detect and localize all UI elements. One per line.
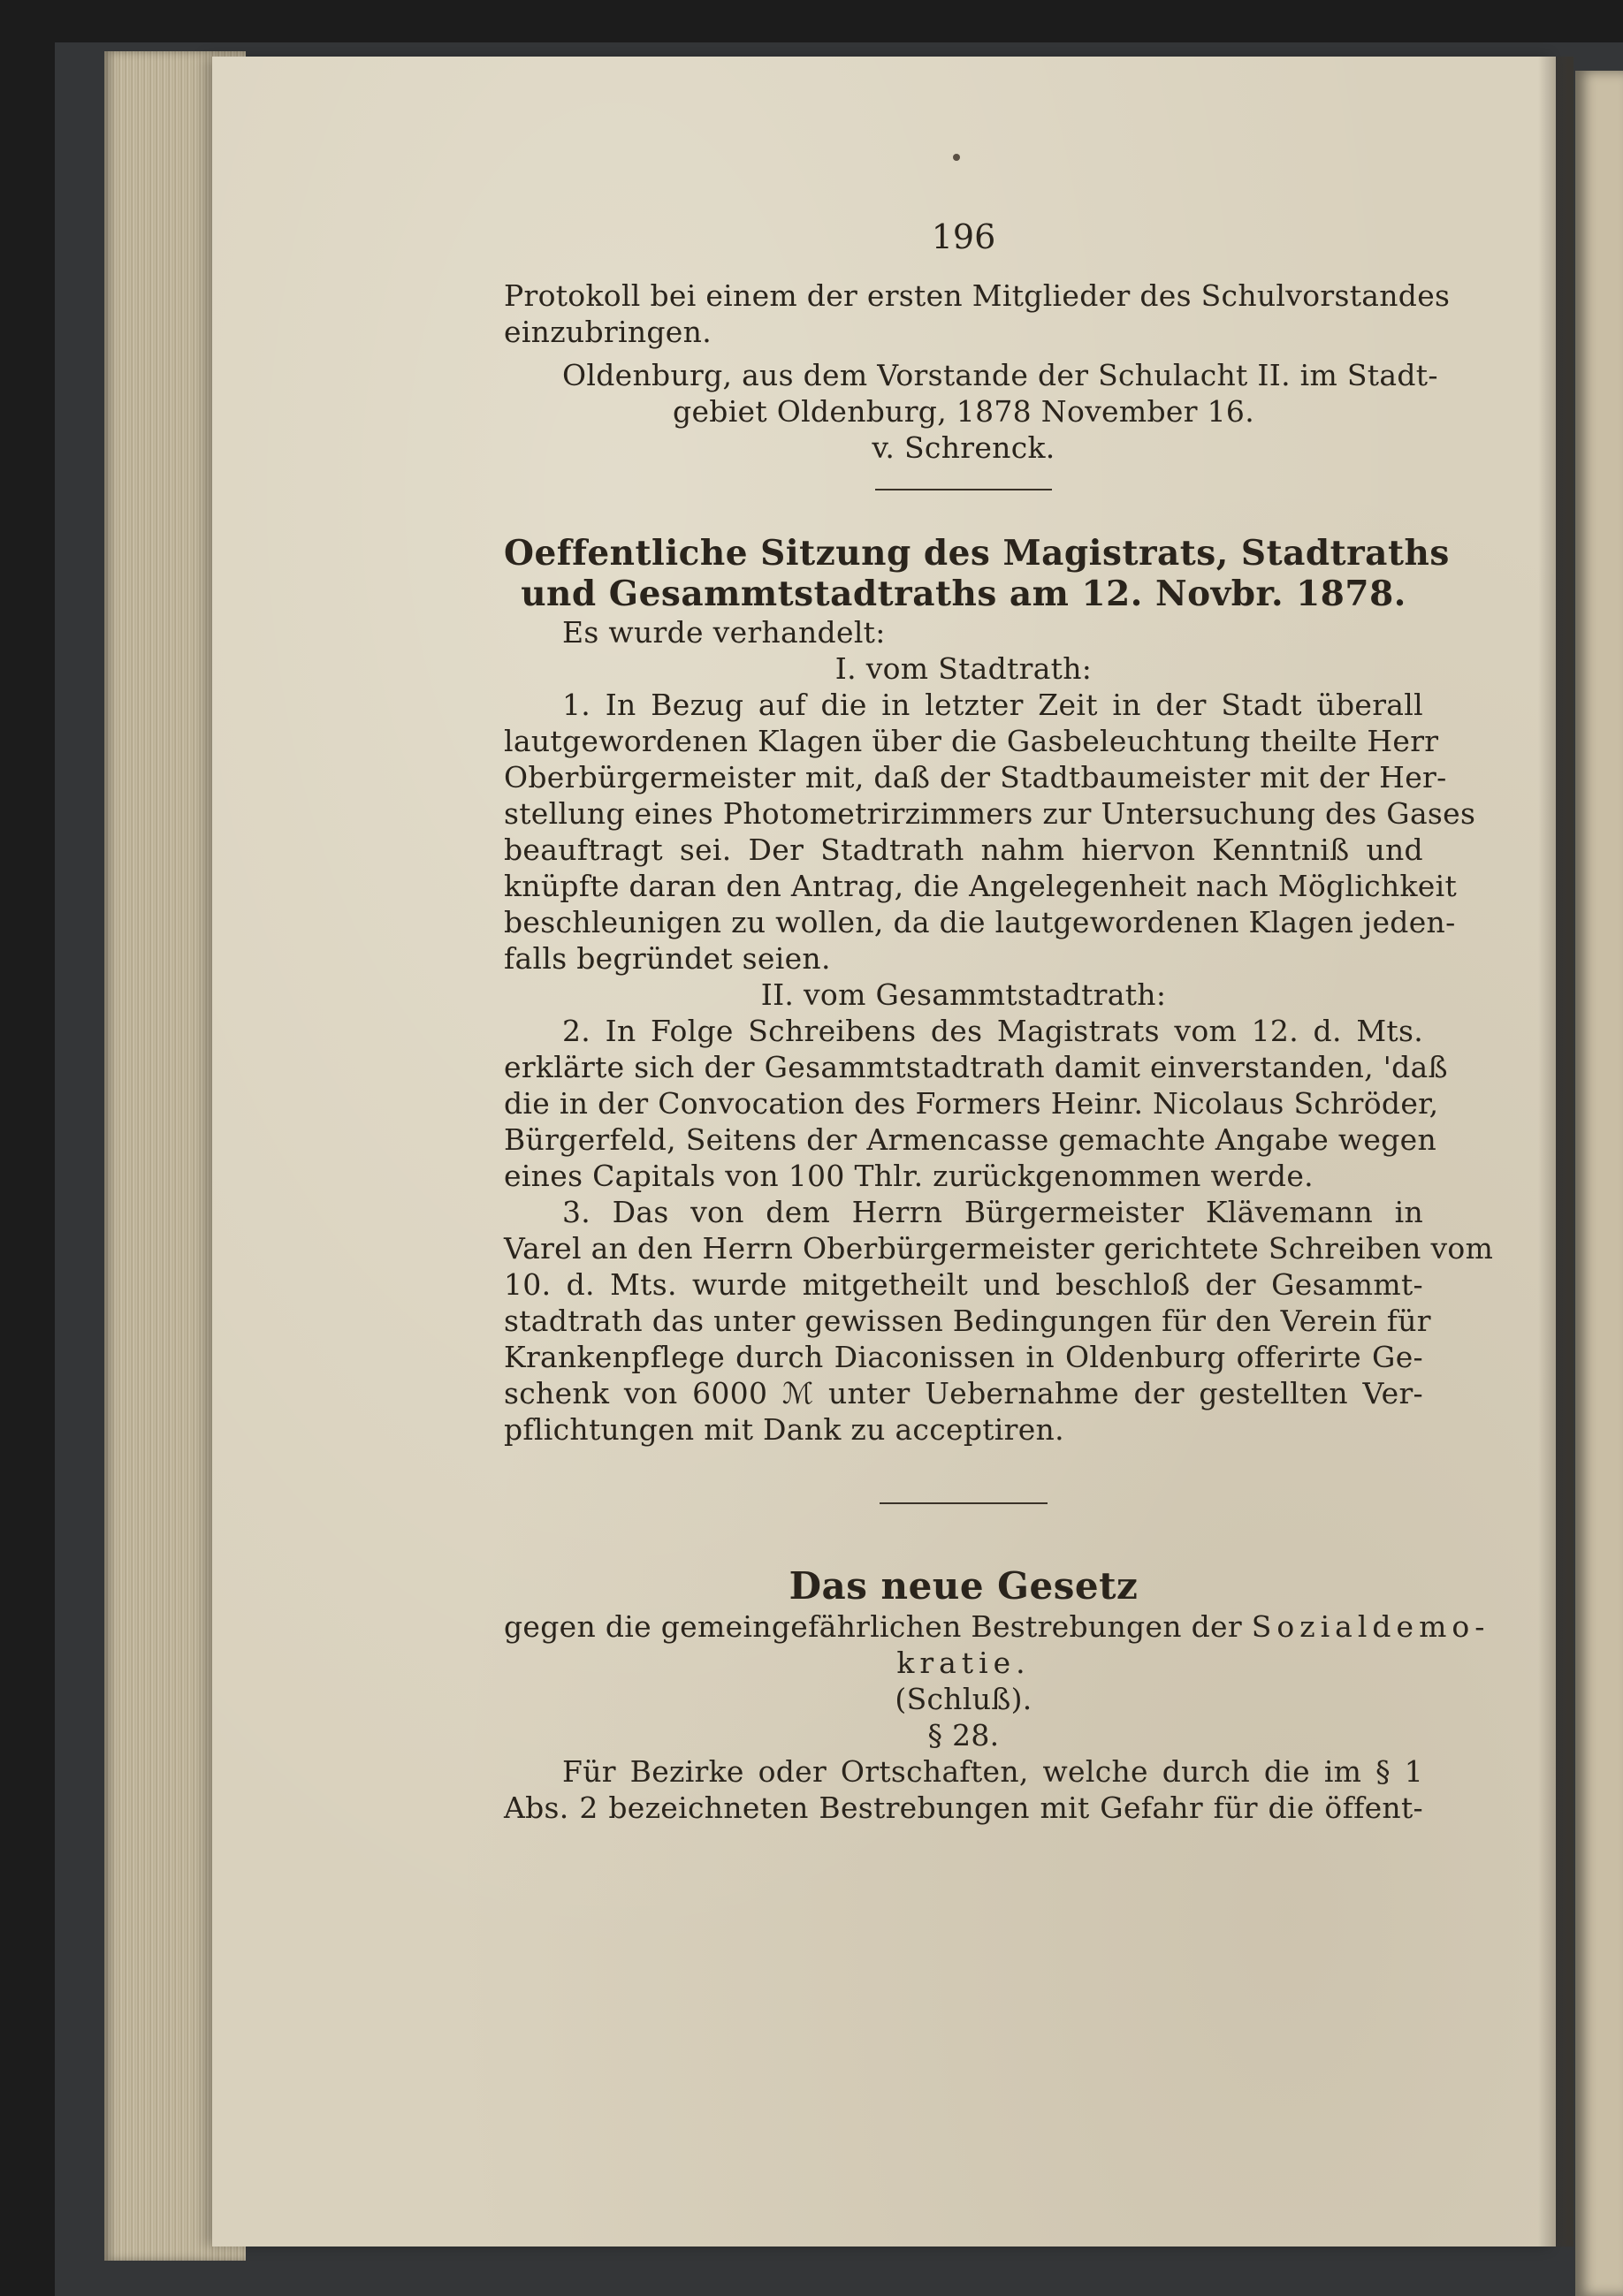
text-line: 1. In Bezug auf die in letzter Zeit in der Stadt überall	[562, 688, 1423, 722]
text-line: Bürgerfeld, Seitens der Armencasse gemachte Angabe wegen	[504, 1122, 1437, 1157]
section-heading: Oeffentliche Sitzung des Magistrats, Stadtraths	[504, 533, 1450, 574]
text-line: Oberbürgermeister mit, daß der Stadtbaumeister mit der Her-	[504, 760, 1447, 794]
text-line: Varel an den Herrn Oberbürgermeister gerichtete Schreiben vom	[504, 1231, 1494, 1266]
subtitle-line	[504, 1608, 1490, 1645]
text-line: 10. d. Mts. wurde mitgetheilt und beschloß der Gesammt-	[504, 1267, 1423, 1302]
intro-line: Es wurde verhandelt:	[562, 615, 886, 650]
text-line: falls begründet seien.	[504, 941, 831, 976]
text-line: beauftragt sei. Der Stadtrath nahm hiervon Kenntniß und	[504, 832, 1423, 867]
section-heading: Das neue Gesetz	[789, 1564, 1139, 1608]
text-line: Krankenpflege durch Diaconissen in Oldenburg offerirte Ge-	[504, 1340, 1423, 1374]
text-line: stellung eines Photometrirzimmers zur Untersuchung des Gases	[504, 796, 1476, 831]
text-line: Protokoll bei einem der ersten Mitglieder des Schulvorstandes	[504, 278, 1451, 313]
page-number: 196	[931, 217, 996, 256]
text-line: die in der Convocation des Formers Heinr. Nicolaus Schröder,	[504, 1086, 1439, 1121]
subsection-title: I. vom Stadtrath:	[834, 651, 1093, 686]
text-line: lautgewordenen Klagen über die Gasbeleuchtung theilte Herr	[504, 724, 1439, 758]
ink-spot	[953, 154, 960, 161]
paragraph-protocol	[504, 277, 1451, 350]
note-conclusion: (Schluß).	[895, 1682, 1032, 1716]
text-line: Für Bezirke oder Ortschaften, welche durch die im § 1	[562, 1754, 1423, 1789]
paragraph-sign: § 28.	[927, 1718, 1000, 1752]
text-line: 2. In Folge Schreibens des Magistrats vom 12. d. Mts.	[562, 1014, 1423, 1048]
page-gutter-shadow	[1538, 57, 1573, 2247]
facing-page	[1575, 71, 1623, 2296]
text-line: pflichtungen mit Dank zu acceptiren.	[504, 1412, 1064, 1447]
text-line: stadtrath das unter gewissen Bedingungen für den Verein für	[504, 1304, 1431, 1338]
item-3	[504, 1194, 1494, 1448]
subsection-title: II. vom Gesammtstadtrath:	[760, 977, 1167, 1012]
page-text	[504, 217, 1494, 1826]
subtitle-text-spaced: Sozialdemo-	[1251, 1609, 1490, 1644]
divider-rule	[875, 489, 1052, 490]
section-law	[504, 1564, 1490, 1826]
text-line: Oldenburg, aus dem Vorstande der Schulacht II. im Stadt-	[562, 358, 1438, 392]
text-line: Abs. 2 bezeichneten Bestrebungen mit Gefahr für die öffent-	[504, 1790, 1423, 1825]
section-meeting	[504, 533, 1494, 1448]
text-line: knüpfte daran den Antrag, die Angelegenheit nach Möglichkeit	[504, 869, 1458, 903]
item-2	[504, 1013, 1448, 1194]
subtitle-text: gegen die gemeingefährlichen Bestrebungen der	[504, 1609, 1242, 1644]
divider-rule	[880, 1502, 1048, 1504]
signature-block	[504, 357, 1438, 466]
text-line: gebiet Oldenburg, 1878 November 16.	[673, 394, 1254, 429]
text-line: schenk von 6000 ℳ unter Uebernahme der gestellten Ver-	[504, 1376, 1423, 1410]
text-line: 3. Das von dem Herrn Bürgermeister Klävemann in	[562, 1195, 1423, 1229]
text-line: erklärte sich der Gesammtstadtrath damit einverstanden, 'daß	[504, 1050, 1448, 1084]
section-heading: und Gesammtstadtraths am 12. Novbr. 1878.	[521, 574, 1406, 614]
item-1	[504, 687, 1476, 977]
text-line: beschleunigen zu wollen, da die lautgewordenen Klagen jeden-	[504, 905, 1456, 939]
signature-name: v. Schrenck.	[872, 430, 1055, 465]
text-line: einzubringen.	[504, 315, 712, 349]
subtitle-line: kratie.	[896, 1646, 1031, 1680]
text-line: eines Capitals von 100 Thlr. zurückgenommen werde.	[504, 1159, 1314, 1193]
